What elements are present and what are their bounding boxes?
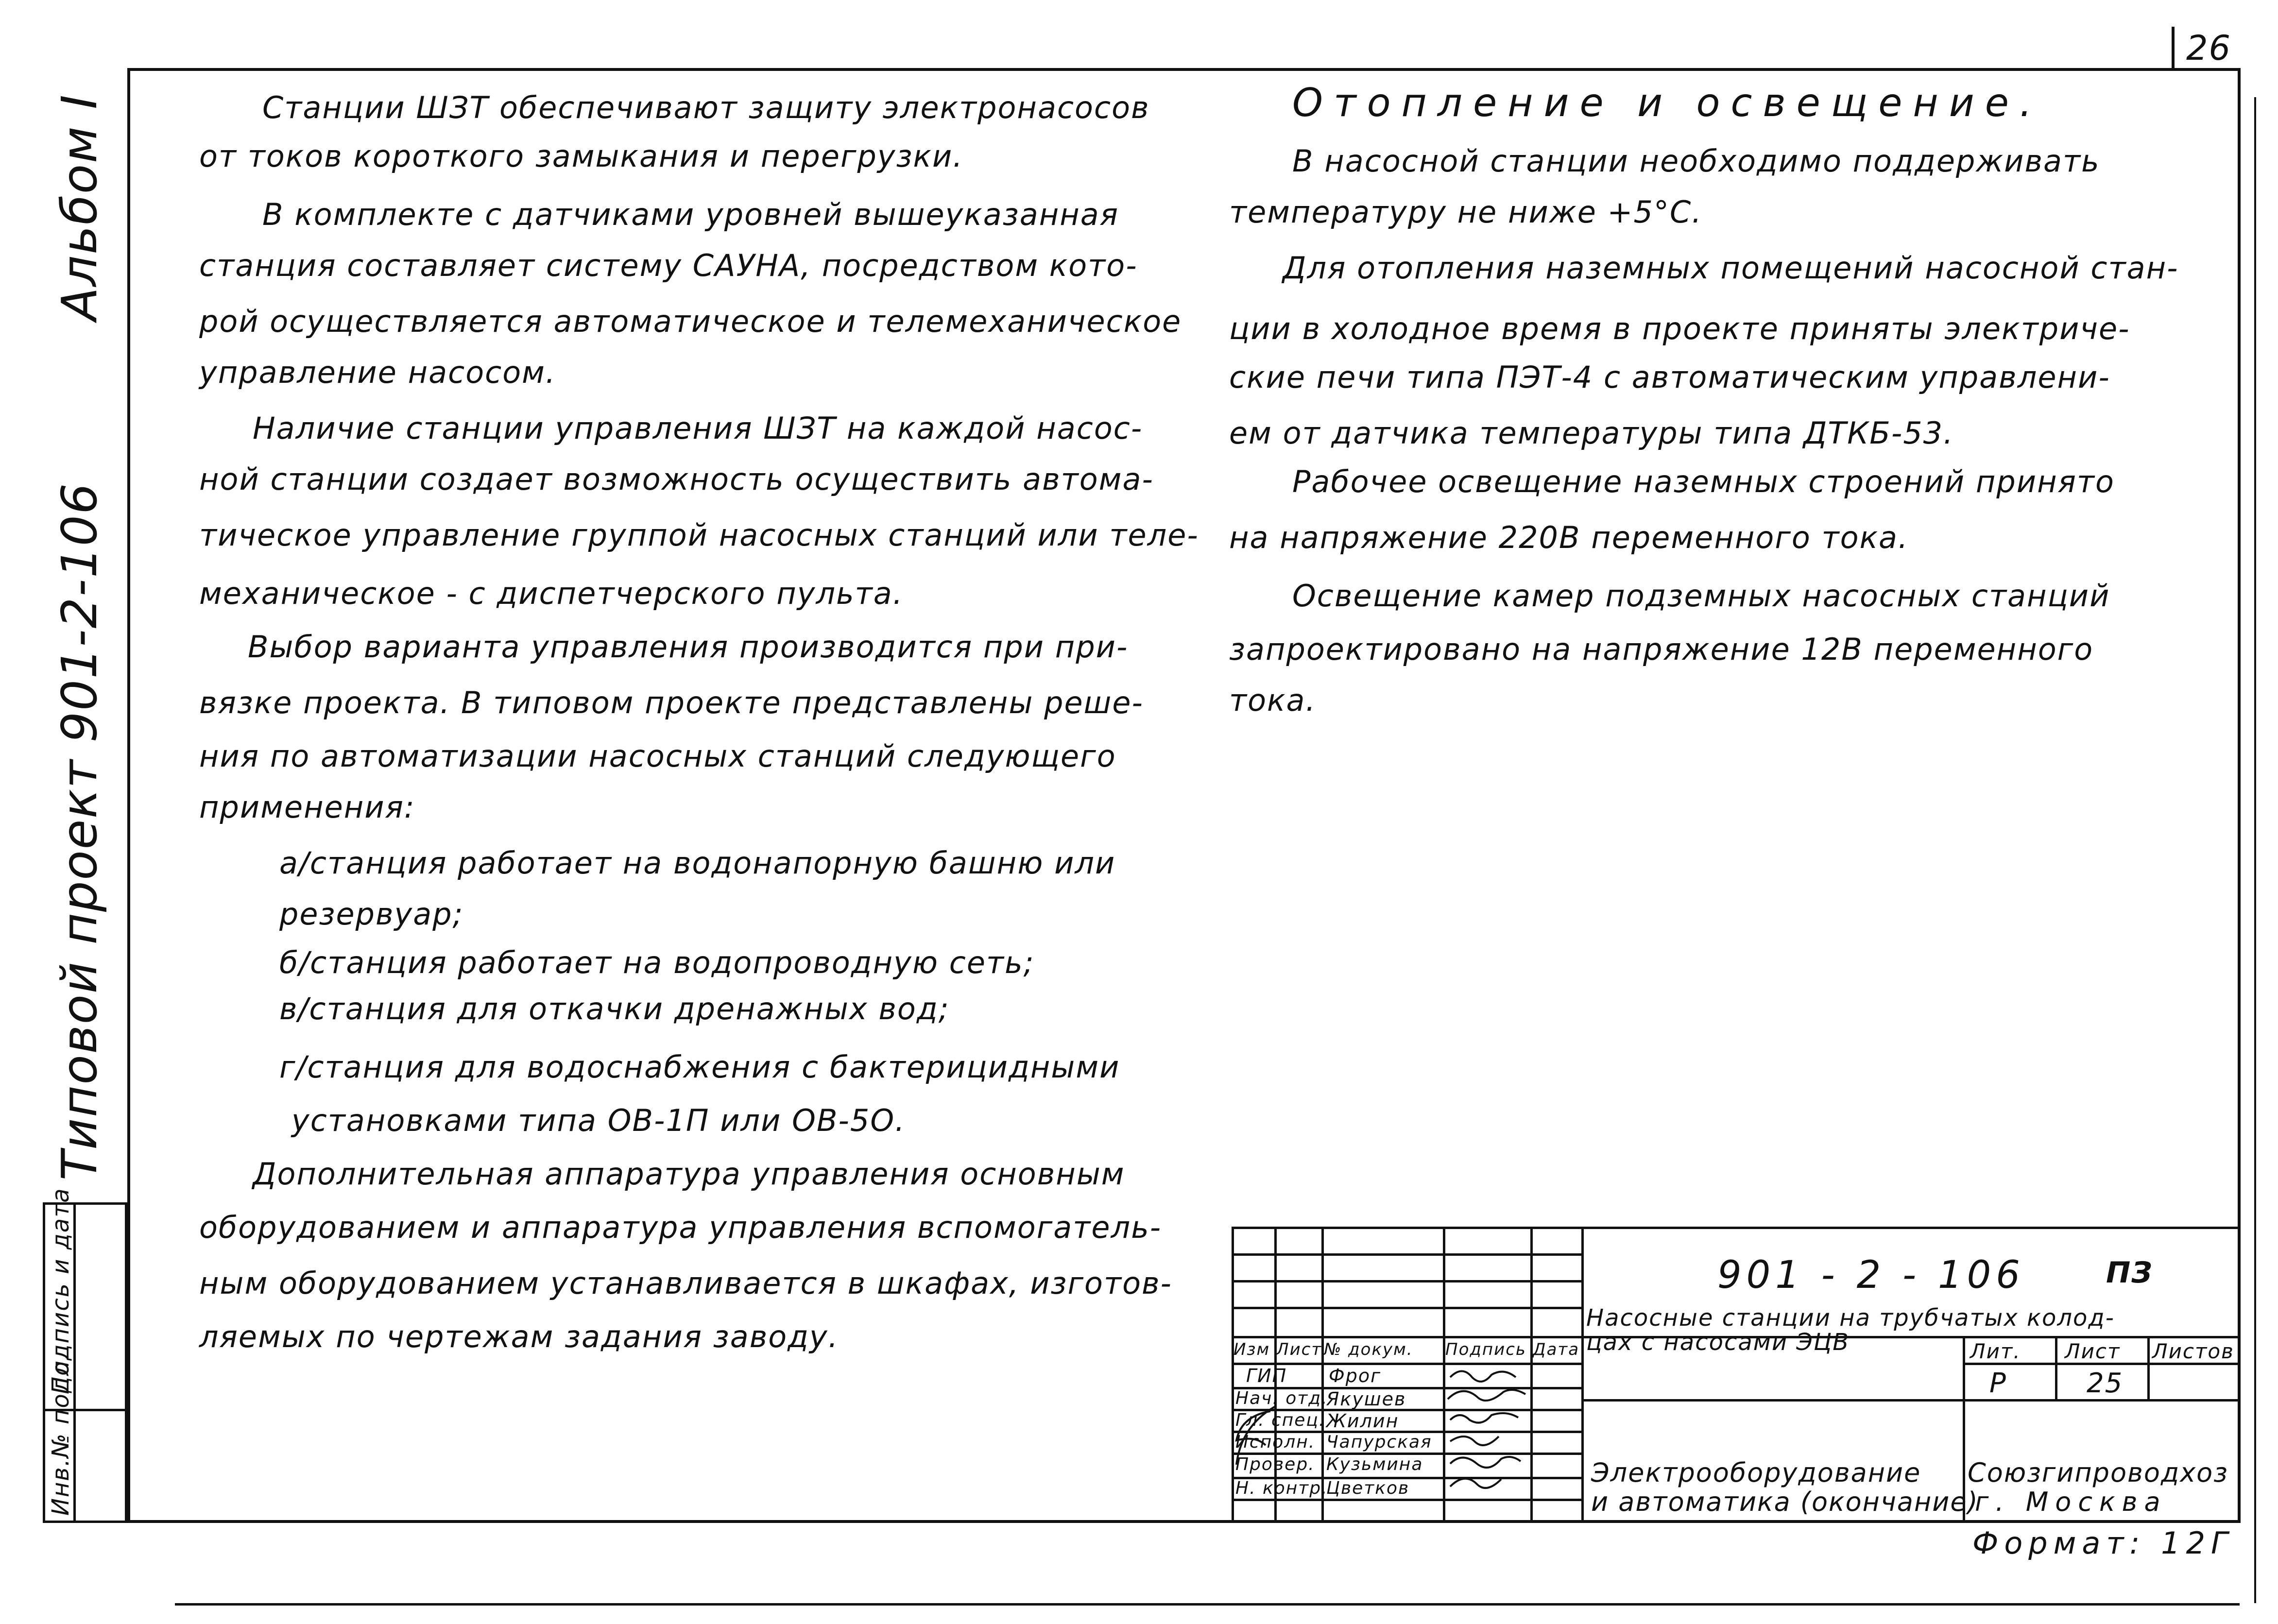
staff-role: Нач. отд. (1235, 1388, 1328, 1408)
list-item: установками типа ОВ-1П или ОВ-5О. (291, 1103, 906, 1138)
text-line: управление насосом. (199, 355, 556, 390)
text-line: ния по автоматизации насосных станций следующего (199, 738, 1116, 774)
text-line: от токов короткого замыкания и перегрузки. (199, 138, 963, 174)
staff-role: Провер. (1235, 1454, 1315, 1474)
album-label: Альбом I (51, 94, 108, 321)
text-line: станция составляет систему САУНА, посредством кото- (199, 248, 1138, 283)
sheet-value: 25 (2087, 1368, 2124, 1399)
text-line: рой осуществляется автоматическое и телемеханическое (199, 304, 1182, 339)
organization-city: г. Москва (1975, 1487, 2167, 1517)
text-line: тока. (1229, 683, 1317, 718)
sheet-header: Лист (2065, 1339, 2121, 1363)
sheet-number: 26 (2186, 28, 2232, 68)
text-line: механическое - с диспетчерского пульта. (199, 576, 904, 611)
text-line: тическое управление группой насосных станций или теле- (199, 517, 1199, 553)
header-sheet: Лист (1276, 1340, 1322, 1359)
right-rule (2254, 97, 2256, 1603)
text-line: вязке проекта. В типовом проекте представлены реше- (199, 685, 1144, 720)
text-line: Наличие станции управления ШЗТ на каждой насос- (253, 410, 1143, 446)
staff-name: Кузьмина (1326, 1454, 1423, 1474)
organization-name: Союзгипроводхоз (1968, 1457, 2228, 1488)
margin-stamp (43, 1187, 127, 1523)
sheet-title-line: Электрооборудование (1591, 1457, 1921, 1488)
list-item: а/станция работает на водонапорную башню или (279, 845, 1116, 881)
section-heading: Отопление и освещение. (1292, 80, 2043, 125)
list-item: в/станция для откачки дренажных вод; (279, 991, 950, 1026)
staff-role: ГИП (1246, 1365, 1287, 1386)
header-signature: Подпись (1445, 1340, 1526, 1359)
sheet-title-line: и автоматика (окончание) (1591, 1487, 1979, 1517)
bottom-rule (175, 1603, 2240, 1606)
text-line: В комплекте с датчиками уровней вышеуказанная (262, 197, 1119, 232)
text-line: ции в холодное время в проекте приняты электриче- (1229, 311, 2130, 346)
stage-value: Р (1989, 1368, 2007, 1399)
title-block (1232, 1227, 2241, 1523)
staff-name: Фрог (1329, 1365, 1382, 1386)
staff-role: Исполн. (1235, 1432, 1316, 1452)
staff-name: Чапурская (1326, 1432, 1432, 1452)
staff-name: Жилин (1326, 1410, 1399, 1432)
text-line: ным оборудованием устанавливается в шкафах, изготов- (199, 1265, 1172, 1301)
text-line: Освещение камер подземных насосных станций (1292, 578, 2110, 614)
staff-name: Цветков (1326, 1478, 1410, 1498)
drawing-mark: ПЗ (2106, 1256, 2153, 1290)
text-line: Рабочее освещение наземных строений принято (1292, 464, 2115, 499)
text-line: ляемых по чертежам задания заводу. (199, 1319, 839, 1354)
project-title-line: Насосные станции на трубчатых колод- (1586, 1304, 2115, 1332)
text-line: ские печи типа ПЭТ-4 с автоматическим управлени- (1229, 359, 2110, 395)
staff-role: Гл. спец. (1235, 1410, 1326, 1430)
staff-role: Н. контр. (1235, 1478, 1328, 1498)
text-line: Для отопления наземных помещений насосной стан- (1283, 250, 2179, 286)
list-item: б/станция работает на водопроводную сеть; (279, 945, 1035, 980)
inventory-number-label: Инв.№ подл. (47, 1351, 74, 1516)
project-label: Типовой проект 901-2-106 (51, 482, 108, 1180)
text-line: применения: (199, 789, 415, 825)
stage-header: Лит. (1970, 1339, 2021, 1363)
header-doc: № докум. (1324, 1340, 1413, 1359)
text-line: Дополнительная аппаратура управления основным (253, 1156, 1125, 1192)
project-title-line: цах с насосами ЭЦВ (1586, 1329, 1850, 1356)
list-item: г/станция для водоснабжения с бактерицидными (279, 1049, 1120, 1085)
sheets-header: Листов (2152, 1339, 2234, 1363)
signatures-image (1445, 1363, 1530, 1523)
text-line: запроектировано на напряжение 12В переменного (1229, 632, 2094, 667)
paper-format: Формат: 12Г (1972, 1525, 2234, 1561)
header-change: Изм (1233, 1340, 1270, 1359)
text-line: оборудованием и аппаратура управления вспомогатель- (199, 1210, 1162, 1245)
drawing-code: 901 - 2 - 106 (1717, 1253, 2025, 1297)
signature-date-label: Подпись и дата (47, 1187, 74, 1394)
list-item: резервуар; (279, 896, 464, 932)
text-line: В насосной станции необходимо поддерживать (1292, 143, 2100, 179)
signature-flourish (1232, 1402, 1329, 1523)
text-line: ной станции создает возможность осуществить автома- (199, 462, 1154, 497)
text-line: температуру не ниже +5°С. (1229, 194, 1702, 230)
header-date: Дата (1533, 1340, 1580, 1359)
text-line: Выбор варианта управления производится при при- (248, 629, 1129, 665)
text-line: на напряжение 220В переменного тока. (1229, 520, 1909, 555)
staff-name: Якушев (1326, 1388, 1406, 1410)
text-line: Станции ШЗТ обеспечивают защиту электронасосов (262, 90, 1150, 125)
text-line: ем от датчика температуры типа ДТКБ-53. (1229, 415, 1954, 451)
